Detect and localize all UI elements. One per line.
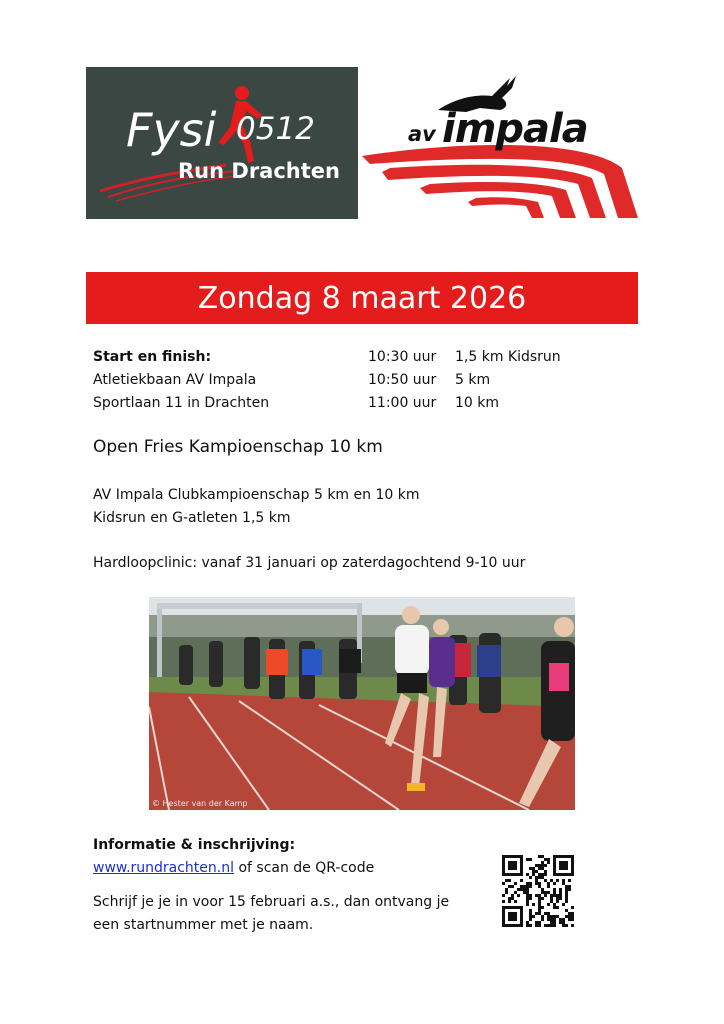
- race-photo: [149, 597, 575, 810]
- club-line: AV Impala Clubkampioenschap 5 km en 10 km: [93, 487, 420, 503]
- website-link[interactable]: www.rundrachten.nl: [93, 860, 234, 876]
- schedule-row: [93, 346, 613, 369]
- qr-code-icon[interactable]: [502, 855, 574, 927]
- schedule-distance: 5 km: [455, 372, 491, 388]
- schedule-row: [93, 392, 613, 415]
- schedule-time: 10:50 uur: [368, 372, 437, 388]
- runners-photo-illustration: [149, 597, 575, 810]
- club-lines: [93, 484, 419, 530]
- schedule: [93, 346, 613, 415]
- signup-line: een startnummer met je naam.: [93, 917, 314, 933]
- fysio-number: 0512: [236, 111, 315, 147]
- impala-prefix: av: [408, 122, 436, 146]
- fysio-logo: [86, 67, 358, 219]
- signup-line: Schrijf je je in voor 15 februari a.s., dan ontvang je: [93, 894, 450, 910]
- photo-credit: © Hester van der Kamp: [152, 799, 248, 808]
- championship-heading: Open Fries Kampioenschap 10 km: [93, 437, 383, 457]
- info-qr-text: of scan de QR-code: [234, 860, 375, 876]
- schedule-time: 10:30 uur: [368, 349, 437, 365]
- schedule-location: Atletiekbaan AV Impala: [93, 372, 257, 388]
- fysio-word: Fysi: [126, 103, 217, 157]
- info-block: [93, 834, 374, 880]
- fysio-subtitle: Run Drachten: [178, 159, 340, 183]
- impala-logo: [360, 64, 640, 224]
- date-banner: Zondag 8 maart 2026: [86, 272, 638, 324]
- schedule-distance: 1,5 km Kidsrun: [455, 349, 561, 365]
- signup-text: [93, 891, 449, 937]
- qr-code-graphic: [502, 855, 574, 927]
- impala-name: impala: [442, 106, 588, 152]
- schedule-time: 11:00 uur: [368, 395, 437, 411]
- schedule-row: [93, 369, 613, 392]
- info-heading: Informatie & inschrijving:: [93, 837, 296, 853]
- info-line: [93, 857, 374, 880]
- schedule-location-label: Start en finish:: [93, 349, 212, 365]
- clinic-text: Hardloopclinic: vanaf 31 januari op zaterdagochtend 9-10 uur: [93, 555, 526, 571]
- schedule-address: Sportlaan 11 in Drachten: [93, 395, 270, 411]
- schedule-distance: 10 km: [455, 395, 500, 411]
- club-line: Kidsrun en G-atleten 1,5 km: [93, 510, 291, 526]
